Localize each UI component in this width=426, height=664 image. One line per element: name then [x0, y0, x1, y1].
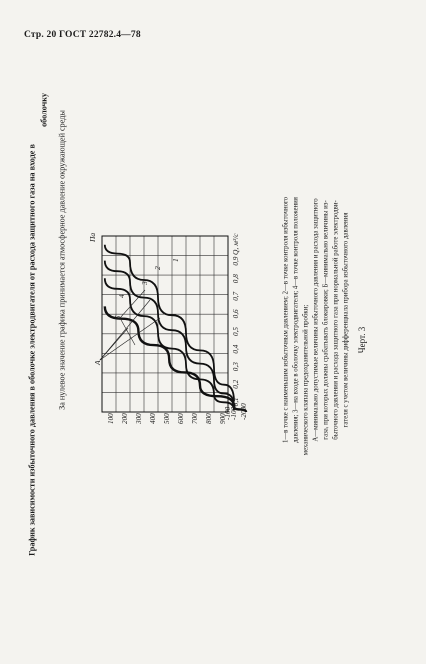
y-tick-label: 500: [163, 413, 171, 424]
legend-line-5: газа, при которых должны срабатывать блокировки; Б—минимально величины из-: [322, 200, 330, 440]
y-tick-label: 200: [121, 413, 129, 424]
chart-curves: [100, 245, 246, 412]
legend-line-3: механического клапана предохранительной пробки;: [302, 304, 310, 456]
page-header: Стр. 20 ГОСТ 22782.4—78: [24, 30, 141, 40]
graph-title-line1: График зависимости избыточного давления в оболочке электродвигателя от расхода защитного газа на входе в: [27, 144, 37, 556]
y-tick-label: -1000: [230, 403, 238, 420]
y-tick-label: 700: [191, 413, 199, 424]
x-tick-label: 0,2: [232, 379, 240, 389]
x-tick-label: 0,1: [232, 397, 240, 407]
legend-line-1: 1—в точке с наименьшим избыточным давлением; 2—в точке контроля избыточного: [282, 196, 290, 444]
legend-line-4: А—минимально допустимые величины избыточного давления и расхода защитного: [312, 198, 320, 442]
y-tick-label: 400: [149, 413, 157, 424]
legend-line-6: быточного давления и расхода защитного газа при нормальной работе электродви-: [332, 200, 340, 440]
y-tick-label: 600: [177, 413, 185, 424]
curve-label-2: 2: [153, 266, 162, 270]
x-tick-label: 0,8: [232, 274, 240, 284]
legend-line-2: давления; 3—на входе в оболочку электродвигателя; 4—в точке контроля положения: [292, 197, 300, 443]
series-curve-4: [105, 306, 246, 412]
x-tick-label: 0,9: [232, 256, 240, 266]
y-tick-label: 900: [219, 413, 227, 424]
zero-value-note: За нулевое значение графика принимается атмосферное давление окружающей среды: [57, 110, 67, 410]
x-tick-label: 0,5: [232, 327, 240, 336]
x-axis-unit: Q, м³/с: [231, 233, 240, 255]
y-tick-label: -100: [224, 406, 232, 420]
curve-label-B: Б: [113, 315, 122, 320]
x-tick-label: 0,3: [232, 362, 240, 372]
y-tick-label: 800: [205, 413, 213, 424]
marker-leader: [120, 290, 145, 318]
y-tick-label: 100: [107, 413, 115, 424]
x-tick-label: 0,7: [232, 291, 240, 301]
plot-frame: [102, 236, 228, 412]
curve-label-4: 4: [117, 294, 126, 298]
y-tick-label: -2000: [240, 403, 248, 420]
legend-line-7: гателя с учетом величины дифференциала прибора избыточного давления: [342, 212, 350, 428]
curve-label-1: 1: [171, 258, 180, 262]
x-tick-label: 0,6: [232, 309, 240, 319]
figure-label: Черт. 3: [357, 326, 367, 354]
curve-label-A: А: [93, 360, 102, 365]
x-tick-label: 0,4: [232, 344, 240, 354]
curve-label-3: 3: [140, 281, 149, 285]
graph-title-line2: оболочку: [39, 93, 49, 127]
y-axis-unit: Па: [88, 232, 97, 242]
marker-leader: [100, 328, 128, 360]
y-tick-label: 300: [135, 413, 143, 424]
chart-grid: [102, 236, 228, 412]
